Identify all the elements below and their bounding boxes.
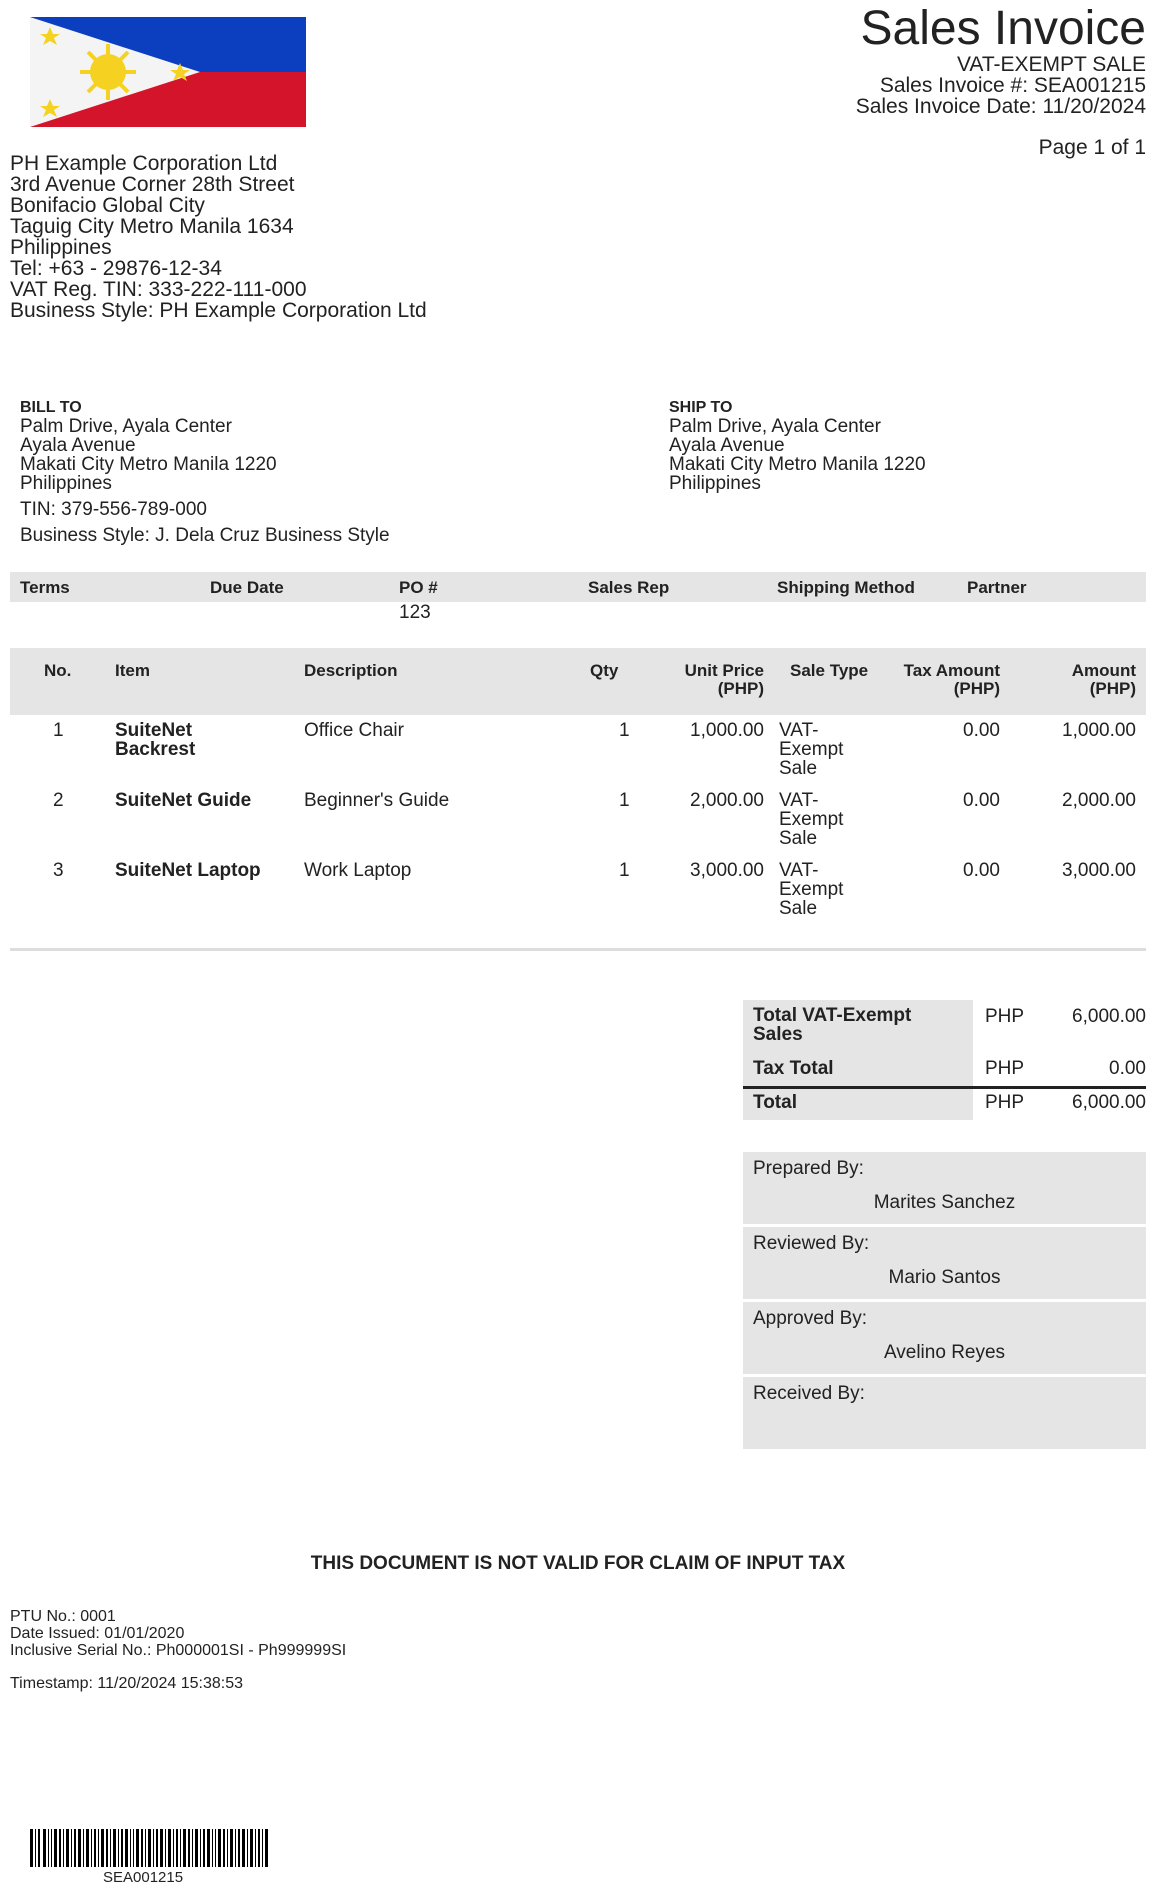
grand-total-currency: PHP xyxy=(985,1092,1025,1113)
row-tax-amount: 0.00 xyxy=(963,720,1000,741)
row-item: SuiteNet xyxy=(115,720,193,741)
row-sale-type: Exempt xyxy=(779,809,844,830)
row-sale-type: Sale xyxy=(779,758,818,779)
row-tax-amount: 0.00 xyxy=(963,860,1000,881)
tax-total-value: 0.00 xyxy=(1109,1058,1146,1079)
company-vat: VAT Reg. TIN: 333-222-111-000 xyxy=(10,278,307,301)
row-amount: 3,000.00 xyxy=(1062,860,1136,881)
row-description: Office Chair xyxy=(304,720,404,741)
po-number-value: 123 xyxy=(399,602,431,623)
col-amount-currency: (PHP) xyxy=(1089,679,1136,698)
reviewed-by-label: Reviewed By: xyxy=(753,1233,870,1254)
col-no: No. xyxy=(44,661,72,680)
approved-by-box xyxy=(743,1302,1146,1374)
reviewed-by-box xyxy=(743,1227,1146,1299)
bill-to-block xyxy=(20,399,390,547)
grand-total-label: Total xyxy=(753,1092,797,1113)
row-item: SuiteNet Guide xyxy=(115,790,252,811)
row-qty: 1 xyxy=(619,790,630,811)
company-business-style: Business Style: PH Example Corporation Ltd xyxy=(10,299,427,322)
row-sale-type: Exempt xyxy=(779,879,844,900)
row-sale-type: Sale xyxy=(779,898,818,919)
bill-to-line: Ayala Avenue xyxy=(20,435,136,456)
approved-by-label: Approved By: xyxy=(753,1308,868,1329)
row-sale-type: VAT- xyxy=(779,860,819,881)
terms-header-partner: Partner xyxy=(967,578,1027,597)
serial-range: Inclusive Serial No.: Ph000001SI - Ph999999SI xyxy=(10,1642,347,1659)
row-no: 1 xyxy=(53,720,64,741)
prepared-by-name: Marites Sanchez xyxy=(873,1192,1016,1213)
terms-header-terms: Terms xyxy=(20,578,70,597)
tax-total-currency: PHP xyxy=(985,1058,1025,1079)
terms-header xyxy=(10,572,1146,602)
row-unit-price: 3,000.00 xyxy=(690,860,764,881)
col-description: Description xyxy=(304,661,398,680)
bill-to-line: Palm Drive, Ayala Center xyxy=(20,416,232,437)
ship-to-line: Palm Drive, Ayala Center xyxy=(669,416,881,437)
philippine-flag-logo xyxy=(30,17,306,127)
ship-to-line: Makati City Metro Manila 1220 xyxy=(669,454,926,475)
ptu-number: PTU No.: 0001 xyxy=(10,1608,116,1625)
bill-to-label: BILL TO xyxy=(20,399,82,416)
ship-to-line: Philippines xyxy=(669,473,761,494)
total-exempt-currency: PHP xyxy=(985,1006,1025,1027)
terms-header-sales-rep: Sales Rep xyxy=(588,578,670,597)
page-number: Page 1 of 1 xyxy=(1038,136,1146,159)
invoice-header xyxy=(856,4,1146,117)
invoice-title: Sales Invoice xyxy=(860,2,1146,55)
row-sale-type: Sale xyxy=(779,828,818,849)
company-address-line: Philippines xyxy=(10,236,112,259)
col-tax-amount-currency: (PHP) xyxy=(953,679,1000,698)
invoice-number: Sales Invoice #: SEA001215 xyxy=(879,74,1146,97)
row-sale-type: VAT- xyxy=(779,790,819,811)
row-qty: 1 xyxy=(619,860,630,881)
input-tax-notice: THIS DOCUMENT IS NOT VALID FOR CLAIM OF INPUT TAX xyxy=(310,1553,846,1574)
prepared-by-label: Prepared By: xyxy=(753,1158,864,1179)
company-address-line: Taguig City Metro Manila 1634 xyxy=(10,215,294,238)
tax-total-label: Tax Total xyxy=(753,1058,834,1079)
col-qty: Qty xyxy=(590,661,619,680)
company-tel: Tel: +63 - 29876-12-34 xyxy=(10,257,222,280)
row-tax-amount: 0.00 xyxy=(963,790,1000,811)
items-divider xyxy=(10,948,1146,951)
invoice-date: Sales Invoice Date: 11/20/2024 xyxy=(855,95,1146,118)
company-address-line: 3rd Avenue Corner 28th Street xyxy=(10,173,295,196)
total-exempt-value: 6,000.00 xyxy=(1072,1006,1146,1027)
ptu-block xyxy=(10,1608,346,1659)
ship-to-block xyxy=(669,399,926,493)
col-amount: Amount xyxy=(1071,661,1136,680)
reviewed-by-name: Mario Santos xyxy=(888,1267,1001,1288)
col-unit-price: Unit Price xyxy=(684,661,764,680)
total-exempt-label-line: Sales xyxy=(753,1024,803,1045)
received-by-box xyxy=(743,1377,1146,1449)
received-by-label: Received By: xyxy=(753,1383,865,1404)
bill-to-tin: TIN: 379-556-789-000 xyxy=(20,499,207,520)
row-sale-type: Exempt xyxy=(779,739,844,760)
sale-type: VAT-EXEMPT SALE xyxy=(956,53,1146,76)
company-name: PH Example Corporation Ltd xyxy=(10,152,278,175)
row-item: SuiteNet Laptop xyxy=(115,860,261,881)
prepared-by-box xyxy=(743,1152,1146,1224)
row-sale-type: VAT- xyxy=(779,720,819,741)
row-amount: 1,000.00 xyxy=(1062,720,1136,741)
terms-header-due-date: Due Date xyxy=(210,578,284,597)
col-item: Item xyxy=(115,661,150,680)
company-block xyxy=(10,153,427,321)
items-table-header xyxy=(10,648,1146,715)
total-exempt-label xyxy=(753,1006,911,1044)
company-address-line: Bonifacio Global City xyxy=(10,194,205,217)
barcode-text: SEA001215 xyxy=(103,1869,184,1886)
col-unit-price-currency: (PHP) xyxy=(717,679,764,698)
row-no: 2 xyxy=(53,790,64,811)
ship-to-line: Ayala Avenue xyxy=(669,435,785,456)
row-qty: 1 xyxy=(619,720,630,741)
terms-header-shipping-method: Shipping Method xyxy=(777,578,915,597)
row-item: Backrest xyxy=(115,739,196,760)
row-unit-price: 1,000.00 xyxy=(690,720,764,741)
col-tax-amount: Tax Amount xyxy=(903,661,1000,680)
row-unit-price: 2,000.00 xyxy=(690,790,764,811)
grand-total-value: 6,000.00 xyxy=(1072,1092,1146,1113)
row-description: Beginner's Guide xyxy=(304,790,450,811)
barcode-image xyxy=(30,1829,269,1867)
date-issued: Date Issued: 01/01/2020 xyxy=(10,1625,185,1642)
bill-to-business-style: Business Style: J. Dela Cruz Business Style xyxy=(20,525,390,546)
total-exempt-label-line: Total VAT-Exempt xyxy=(753,1005,912,1026)
total-divider xyxy=(743,1086,1146,1089)
bill-to-line: Philippines xyxy=(20,473,112,494)
row-amount: 2,000.00 xyxy=(1062,790,1136,811)
terms-header-po: PO # xyxy=(399,578,438,597)
approved-by-name: Avelino Reyes xyxy=(883,1342,1006,1363)
row-no: 3 xyxy=(53,860,64,881)
col-sale-type: Sale Type xyxy=(790,661,869,680)
row-description: Work Laptop xyxy=(304,860,412,881)
timestamp: Timestamp: 11/20/2024 15:38:53 xyxy=(10,1675,244,1692)
ship-to-label: SHIP TO xyxy=(669,399,733,416)
bill-to-line: Makati City Metro Manila 1220 xyxy=(20,454,277,475)
